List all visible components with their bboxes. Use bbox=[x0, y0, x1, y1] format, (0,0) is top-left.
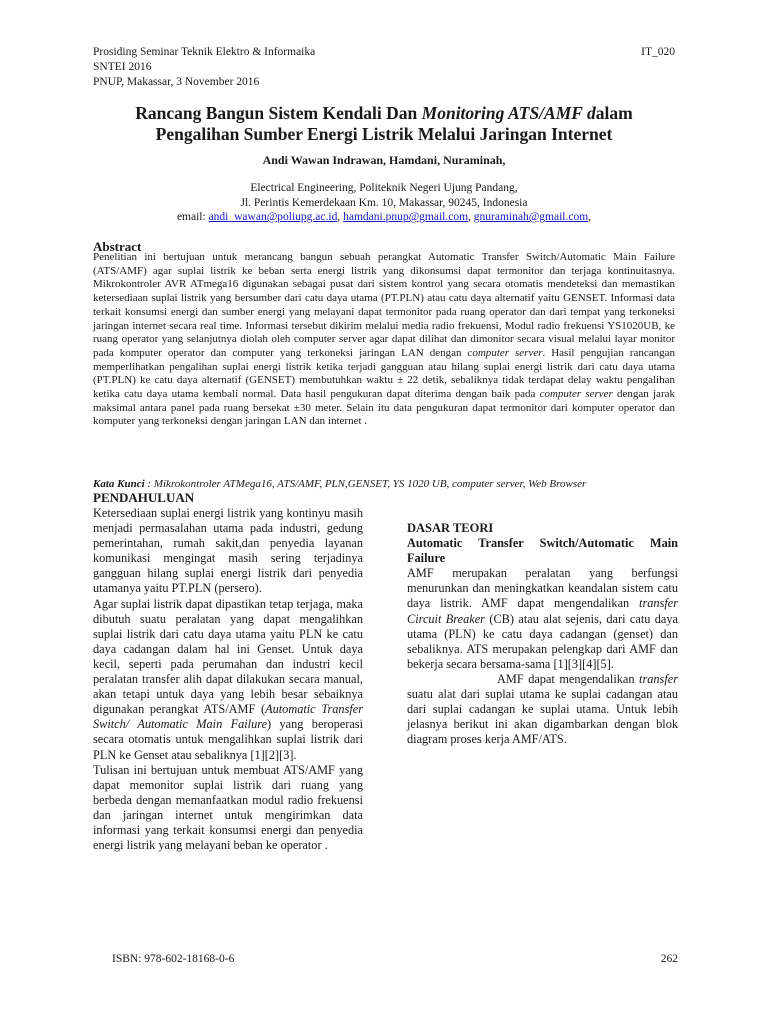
header-venue-date: PNUP, Makassar, 3 November 2016 bbox=[93, 76, 260, 88]
keywords-label: Kata Kunci bbox=[93, 478, 145, 490]
paragraph: Ketersediaan suplai energi listrik yang kontinyu masih menjadi permasalahan utama pada industri, gedung pemerintahan, rumah sakit,dan penyedia layanan komunikasi mengingat masih sering terjadinya gangguan hilang suplai energi listrik dari penyedia utamanya yaitu PT.PLN (persero). bbox=[93, 506, 363, 596]
abstract-body bbox=[93, 251, 675, 429]
email-end: , bbox=[588, 211, 592, 223]
authors: Andi Wawan Indrawan, Hamdani, Nuraminah, bbox=[262, 153, 506, 167]
header-conference: SNTEI 2016 bbox=[93, 61, 152, 73]
paper-title bbox=[60, 103, 708, 145]
title-line2: Pengalihan Sumber Energi Listrik Melalui Jaringan Internet bbox=[155, 124, 613, 144]
subsection-heading: Automatic Transfer Switch/Automatic Main Failure bbox=[407, 536, 678, 566]
keywords bbox=[93, 478, 586, 490]
paragraph-italic: transfer Circuit Breaker bbox=[407, 596, 678, 626]
email-separator: , bbox=[468, 211, 474, 223]
title-part1: Rancang Bangun Sistem Kendali Dan bbox=[135, 103, 422, 123]
email-link-3[interactable]: gnuraminah@gmail.com bbox=[473, 211, 589, 223]
affiliation-line2: Jl. Perintis Kemerdekaan Km. 10, Makassar, 90245, Indonesia bbox=[240, 196, 528, 209]
paragraph-italic: transfer bbox=[639, 671, 678, 686]
email-label: email: bbox=[176, 211, 209, 223]
abstract-text: Penelitian ini bertujuan untuk merancang bangun sebuah perangkat Automatic Transfer Switch/Automatic Main Failure (ATS/AMF) agar suplai listrik ke beban serta energi listrik yang dikonsumsi dapat termonitor dan terjaga kontinuitasnya. Mikrokontroler AVR ATmega16 digunakan sebagai pusat dari sistem kontrol yang secara otomatis mendeteksi dan memastikan ketersediaan suplai listrik yang bersumber dari catu daya utama (PT.PLN) atau catu daya alternatif yaitu GENSET. Informasi data terkait konsumsi energi dan sumber energi yang melayani dapat termonitor pada ruang operator dan dari tempat yang terkoneksi jaringan internet secara real time. Informasi tersebut dikirim melalui media radio frekuensi, Modul radio frekuensi YS1020UB, ke ruang operator yang selanjutnya diolah oleh computer server agar dapat dilihat dan dimonitor secara visual melalui layar monitor pada komputer operator dan computer yang terkoneksi jaringan LAN dengan bbox=[93, 251, 675, 359]
paragraph-text: ) yang beroperasi secara otomatis untuk mengalihkan suplai listrik dari PLN ke Genset atau sebaliknya [1][2][3]. bbox=[93, 717, 364, 762]
paragraph: Tulisan ini bertujuan untuk membuat ATS/AMF yang dapat memonitor suplai listrik dari ruang yang berbeda dengan memanfaatkan modul radio frekuensi dan jaringan internet untuk mengirimkan data informasi yang terkait konsumsi energi dan penyedia energi listrik yang melayani beban ke operator . bbox=[93, 762, 363, 853]
email-line bbox=[0, 210, 768, 225]
email-link-1[interactable]: andi_wawan@poliupg.ac.id bbox=[208, 211, 338, 223]
title-part3: alam bbox=[595, 103, 633, 123]
section-heading-pendahuluan: PENDAHULUAN bbox=[93, 490, 195, 505]
paragraph-text: AMF merupakan peralatan yang berfungsi menurunkan dan meningkatkan keandalan sistem catu daya listrik. AMF dapat mengendalikan bbox=[407, 566, 678, 611]
email-separator: , bbox=[337, 211, 344, 223]
abstract-text: . Hasil pengujian rancangan memperlihatkan pengalihan suplai energi listrik ketika terjadi gangguan atau hilang suplai energi listrik dari catu daya utama (PT.PLN) ke catu daya alternatif (GENSET) membutuhkan waktu ± 22 detik, sebaliknya tidak terdapat delay waktu pengalihan ketika catu daya utama kembali normal. Data hasil pengukuran dapat diterima dengan baik pada bbox=[93, 346, 675, 401]
paragraph bbox=[407, 566, 678, 672]
affiliation-line1: Electrical Engineering, Politeknik Negeri Ujung Pandang, bbox=[250, 182, 518, 194]
title-italic: Monitoring ATS/AMF d bbox=[421, 103, 596, 123]
paragraph-text: Agar suplai listrik dapat dipastikan tetap terjaga, maka dibutuh suatu peralatan yang dapat mengalihkan suplai listrik dari catu daya utama yaitu PLN ke catu daya cadangan dalam hal ini Genset. Untuk daya kecil, seperti pada perumahan dan industri kecil peralatan transfer alih dapat dilakukan secara manual, akan tetapi untuk daya yang lebih besar sebaiknya digunakan perangkat ATS/AMF ( bbox=[93, 596, 363, 717]
paragraph-text: suatu alat dari suplai utama ke suplai cadangan atau dari suplai cadangan ke suplai utama. Untuk lebih jelasnya berikut ini akan digambarkan dengan blok diagram proses kerja AMF/ATS. bbox=[407, 687, 678, 747]
email-link-2[interactable]: hamdani.pnup@gmail.com bbox=[343, 211, 469, 223]
header-proceedings: Prosiding Seminar Teknik Elektro & Informaika bbox=[93, 46, 316, 58]
abstract-heading: Abstract bbox=[93, 239, 142, 254]
paragraph bbox=[407, 672, 678, 747]
isbn: ISBN: 978-602-18168-0-6 bbox=[112, 953, 235, 965]
paragraph-text: (CB) atau alat sejenis, dari catu daya utama (PLN) ke catu daya cadangan (genset) dan sebaliknya. ATS merupakan pelengkap dari AMF dan bekerja secara bersama-sama [1][3][4][5]. bbox=[407, 611, 679, 671]
abstract-text: dengan jarak maksimal antara panel pada ruang bersekat ±30 meter. Selain itu data pengukuran dapat termonitor dari komputer operator dan komputer yang terkoneksi dengan jaringan LAN dan internet . bbox=[93, 388, 675, 428]
abstract-italic: computer server bbox=[467, 346, 543, 359]
affiliation bbox=[0, 181, 768, 225]
left-column bbox=[93, 506, 363, 853]
paragraph bbox=[93, 597, 363, 763]
section-heading-dasar-teori: DASAR TEORI bbox=[407, 521, 494, 535]
keywords-text: : Mikrokontroler ATMega16, ATS/AMF, PLN,GENSET, YS 1020 UB, computer server, Web Browser bbox=[144, 478, 587, 490]
page-number: 262 bbox=[660, 953, 678, 965]
paragraph-italic: Automatic Transfer Switch/ Automatic Main Failure bbox=[93, 702, 364, 732]
paper-id: IT_020 bbox=[641, 46, 675, 58]
abstract-italic: computer server bbox=[539, 388, 613, 401]
running-header bbox=[93, 45, 315, 90]
right-column bbox=[407, 521, 678, 747]
paragraph-text: AMF dapat mengendalikan bbox=[497, 671, 640, 686]
